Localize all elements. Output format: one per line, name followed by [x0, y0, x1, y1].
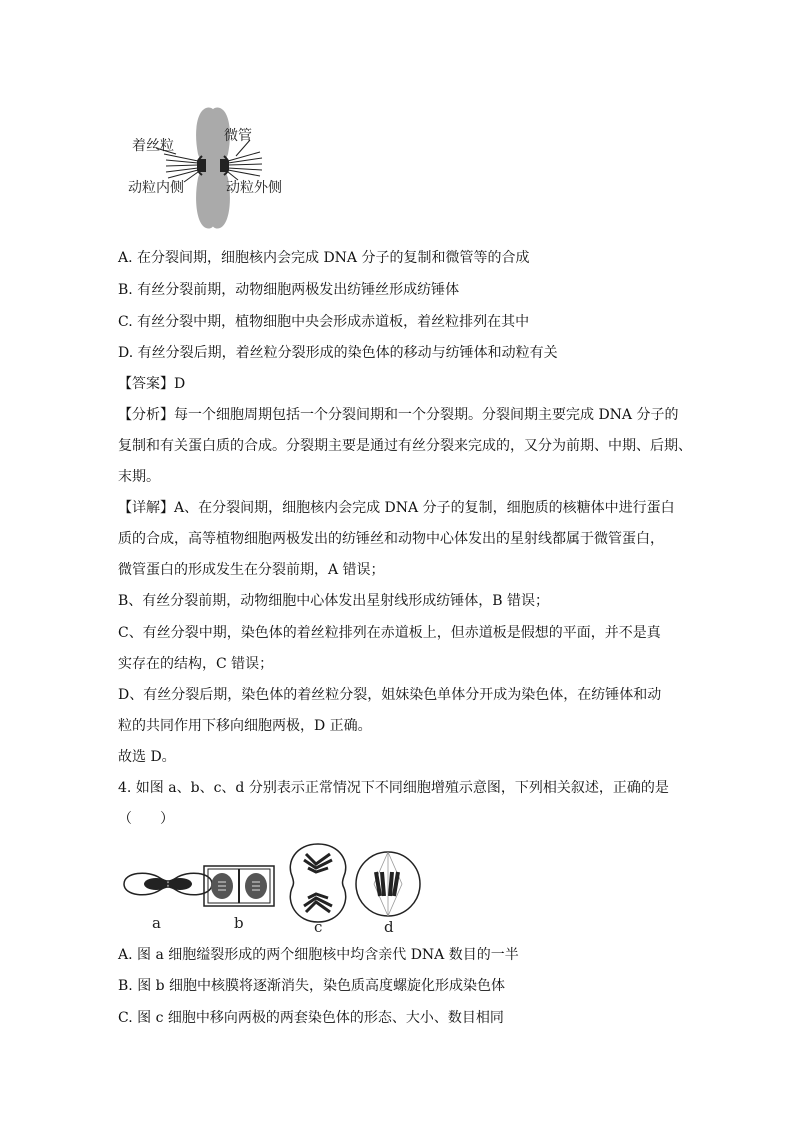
detail-line: 粒的共同作用下移向细胞两极，D 正确。 — [118, 718, 372, 734]
label-outer-kinetochore: 动粒外侧 — [226, 180, 282, 196]
cell-d — [356, 852, 420, 934]
detail-line: D、有丝分裂后期，染色体的着丝粒分裂，姐妹染色单体分开成为染色体，在纺锤体和动 — [118, 687, 662, 703]
label-c: c — [314, 918, 323, 934]
detail-line: B、有丝分裂前期，动物细胞中心体发出星射线形成纺锤体，B 错误； — [118, 593, 550, 609]
label-inner-kinetochore: 动粒内侧 — [128, 180, 184, 196]
q4-paren: （ ） — [118, 811, 174, 827]
label-microtubule: 微管 — [224, 128, 252, 144]
q4-option-a: A. 图 a 细胞缢裂形成的两个细胞核中均含亲代 DNA 数目的一半 — [118, 947, 519, 963]
detail-line: 实存在的结构，C 错误； — [118, 656, 274, 672]
q4-stem: 4. 如图 a、b、c、d 分别表示正常情况下不同细胞增殖示意图，下列相关叙述，正确的是 — [118, 780, 669, 796]
detail-line: 微管蛋白的形成发生在分裂前期，A 错误； — [118, 562, 385, 578]
cell-b — [204, 866, 274, 932]
cell-division-figure — [118, 838, 428, 934]
q4-option-b: B. 图 b 细胞中核膜将逐渐消失，染色质高度螺旋化形成染色体 — [118, 978, 506, 994]
q3-option-c: C. 有丝分裂中期，植物细胞中央会形成赤道板，着丝粒排列在其中 — [118, 314, 530, 330]
label-d: d — [384, 918, 394, 934]
detail-line: 质的合成，高等植物细胞两极发出的纺锤丝和动物中心体发出的星射线都属于微管蛋白， — [118, 531, 664, 547]
detail-line: C、有丝分裂中期，染色体的着丝粒排列在赤道板上，但赤道板是假想的平面，并不是真 — [118, 625, 661, 641]
chromosome-kinetochore-figure — [128, 104, 298, 232]
detail-line: 【详解】A、在分裂间期，细胞核内会完成 DNA 分子的复制，细胞质的核糖体中进行蛋白 — [118, 500, 675, 516]
q3-option-b: B. 有丝分裂前期，动物细胞两极发出纺锤丝形成纺锤体 — [118, 282, 460, 298]
label-a: a — [152, 914, 161, 932]
answer: 【答案】D — [118, 376, 186, 392]
cell-a — [124, 873, 212, 932]
q3-option-d: D. 有丝分裂后期，着丝粒分裂形成的染色体的移动与纺锤体和动粒有关 — [118, 345, 558, 361]
cell-c — [290, 844, 345, 934]
label-b: b — [234, 914, 244, 932]
analysis-line: 【分析】每一个细胞周期包括一个分裂间期和一个分裂期。分裂间期主要完成 DNA 分子的 — [118, 407, 679, 423]
analysis-line: 复制和有关蛋白质的合成。分裂期主要是通过有丝分裂来完成的，又分为前期、中期、后期、 — [118, 438, 692, 454]
label-kinetochore-attach: 着丝粒 — [132, 138, 174, 154]
detail-line: 故选 D。 — [118, 749, 176, 765]
q4-option-c: C. 图 c 细胞中移向两极的两套染色体的形态、大小、数目相同 — [118, 1010, 504, 1026]
analysis-line: 末期。 — [118, 469, 160, 485]
q3-option-a: A. 在分裂间期，细胞核内会完成 DNA 分子的复制和微管等的合成 — [118, 250, 530, 266]
